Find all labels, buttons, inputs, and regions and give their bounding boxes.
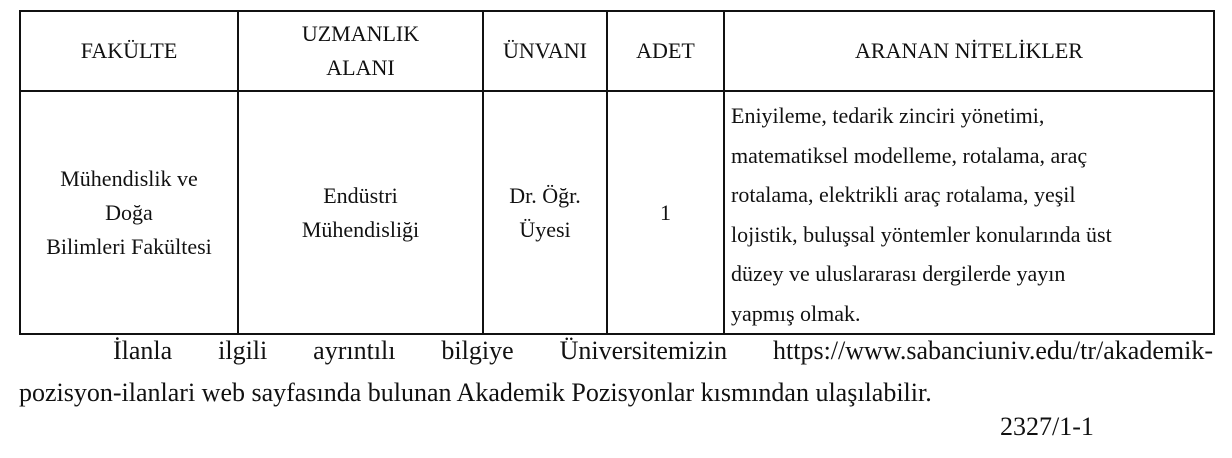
cell-faculty: Mühendislik ve Doğa Bilimleri Fakültesi [20, 91, 238, 334]
header-faculty: FAKÜLTE [20, 11, 238, 91]
header-specialty: UZMANLIK ALANI [238, 11, 483, 91]
cell-title: Dr. Öğr. Üyesi [483, 91, 607, 334]
header-title: ÜNVANI [483, 11, 607, 91]
cell-requirements: Eniyileme, tedarik zinciri yönetimi, matematiksel modelleme, rotalama, araç rotalama, elektrikli araç rotalama, yeşil lojistik, buluşsal yöntemler konularında üst düzey ve uluslararası dergilerde yayın yapmış olmak. [724, 91, 1214, 334]
job-listing-table [19, 10, 1215, 335]
reference-code: 2327/1-1 [1000, 412, 1094, 441]
cell-specialty: Endüstri Mühendisliği [238, 91, 483, 334]
header-count: ADET [607, 11, 724, 91]
cell-count: 1 [607, 91, 724, 334]
table-header-row [20, 11, 1214, 91]
info-note-line-2: pozisyon-ilanlari web sayfasında bulunan Akademik Pozisyonlar kısmından ulaşılabilir. [19, 378, 932, 407]
table-row [20, 91, 1214, 334]
info-note [19, 330, 1213, 414]
info-note-line-1: İlanla ilgili ayrıntılı bilgiye Üniversitemizin https://www.sabanciuniv.edu/tr/akademik- [113, 336, 1213, 365]
header-requirements: ARANAN NİTELİKLER [724, 11, 1214, 91]
